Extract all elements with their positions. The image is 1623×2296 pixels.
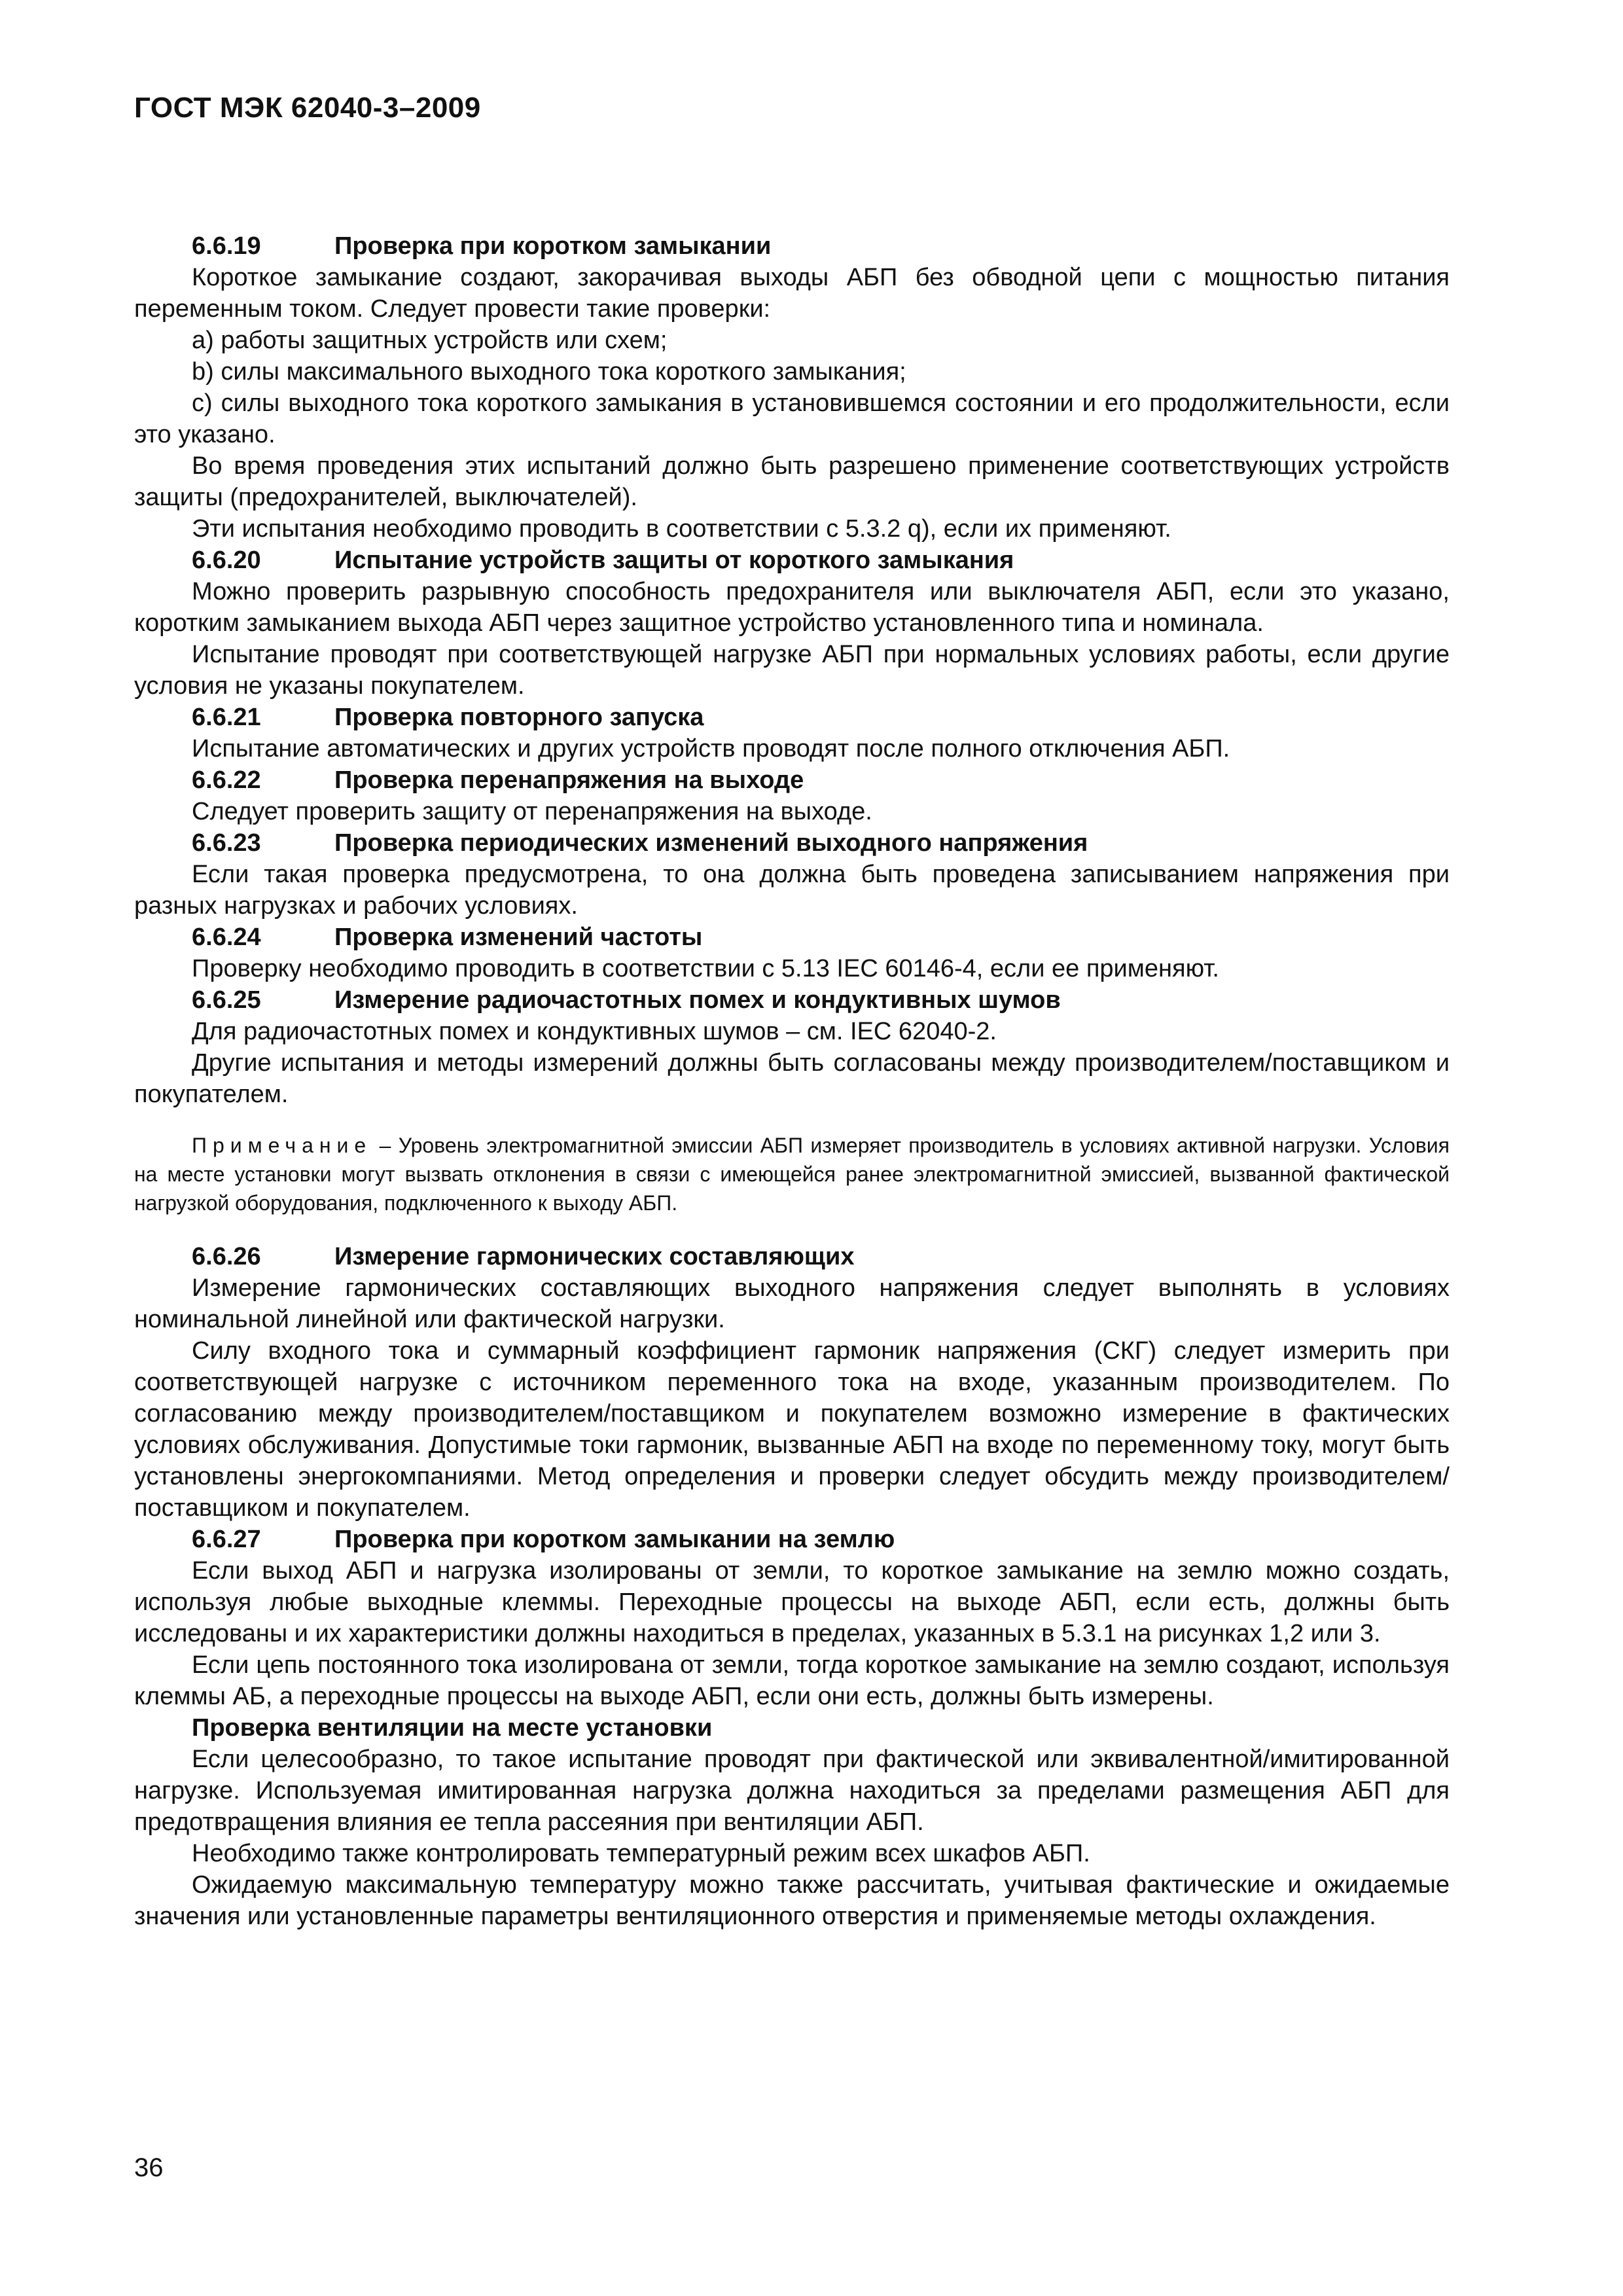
section-number: 6.6.25: [192, 986, 261, 1014]
paragraph: Если такая проверка предусмотрена, то она должна быть проведена записыванием напряжения при разных нагрузках и рабочих условиях.: [134, 861, 1450, 920]
paragraph: Испытание автоматических и других устройств проводят после полного отключения АБП.: [192, 735, 1230, 762]
section-title: Проверка перенапряжения на выходе: [334, 766, 804, 794]
list-item: а) работы защитных устройств или схем;: [192, 327, 668, 354]
paragraph: Необходимо также контролировать температурный режим всех шкафов АБП.: [192, 1840, 1090, 1867]
paragraph: Эти испытания необходимо проводить в соответствии с 5.3.2 q), если их применяют.: [192, 515, 1171, 543]
section-heading-6-6-24: [134, 922, 1450, 953]
section-title: Измерение гармонических составляющих: [334, 1243, 855, 1270]
section-number: 6.6.24: [192, 924, 261, 951]
note: [134, 1131, 1450, 1217]
paragraph: Если цепь постоянного тока изолирована от земли, тогда короткое замыкание на землю создают, используя клеммы АБ, а переходные процессы на выходе АБП, если они есть, должны быть измерены.: [134, 1651, 1450, 1710]
section-number: 6.6.22: [192, 766, 261, 794]
paragraph: Другие испытания и методы измерений должны быть согласованы между производителем/поставщиком и покупателем.: [134, 1049, 1450, 1108]
paragraph: Силу входного тока и суммарный коэффициент гармоник напряжения (СКГ) следует измерить при соответствующей нагрузке с источником переменного тока на входе, указанным производителем. По согласованию между производителем/поставщиком и покупателем возможно измерение в фактических условиях обслуживания. Допустимые токи гармоник, вызванные АБП на входе по переменному току, могут быть установлены энергокомпаниями. Метод определения и проверки следует обсудить между производителем/поставщиком и покупателем.: [134, 1337, 1450, 1522]
section-title: Проверка изменений частоты: [334, 924, 703, 951]
section-heading-6-6-23: [134, 827, 1450, 859]
section-heading-6-6-26: [134, 1241, 1450, 1272]
paragraph: Испытание проводят при соответствующей нагрузке АБП при нормальных условиях работы, если другие условия не указаны покупателем.: [134, 641, 1450, 700]
section-heading-6-6-25: [134, 984, 1450, 1016]
paragraph: Во время проведения этих испытаний должно быть разрешено применение соответствующих устройств защиты (предохранителей, выключателей).: [134, 452, 1450, 511]
paragraph: Короткое замыкание создают, закорачивая выходы АБП без обводной цепи с мощностью питания переменным током. Следует провести такие проверки:: [134, 264, 1450, 323]
document-header: ГОСТ МЭК 62040-3–2009: [134, 92, 481, 124]
section-number: 6.6.20: [192, 547, 261, 574]
paragraph: Для радиочастотных помех и кондуктивных шумов – см. IEC 62040-2.: [192, 1018, 997, 1045]
paragraph: Проверку необходимо проводить в соответствии с 5.13 IEC 60146-4, если ее применяют.: [192, 955, 1219, 982]
paragraph: Ожидаемую максимальную температуру можно также рассчитать, учитывая фактические и ожидаемые значения или установленные параметры вентиляционного отверстия и применяемые методы охлаждения.: [134, 1871, 1450, 1930]
section-title: Проверка повторного запуска: [334, 704, 704, 731]
section-title: Измерение радиочастотных помех и кондуктивных шумов: [334, 986, 1061, 1014]
section-number: 6.6.23: [192, 829, 261, 857]
section-number: 6.6.27: [192, 1526, 261, 1553]
section-number: 6.6.26: [192, 1243, 261, 1270]
note-text: – Уровень электромагнитной эмиссии АБП измеряет производитель в условиях активной нагрузки. Условия на месте установки могут вызвать отклонения в связи с имеющейся ранее электромагнитной эмиссией, вызванной фактической нагрузкой оборудования, подключенного к выходу АБП.: [134, 1134, 1450, 1215]
paragraph: Измерение гармонических составляющих выходного напряжения следует выполнять в условиях номинальной линейной или фактической нагрузки.: [134, 1274, 1450, 1333]
subsection-heading-ventilation: Проверка вентиляции на месте установки: [192, 1714, 713, 1742]
section-title: Проверка периодических изменений выходного напряжения: [334, 829, 1088, 857]
section-title: Испытание устройств защиты от короткого замыкания: [334, 547, 1014, 574]
list-item: с) силы выходного тока короткого замыкания в установившемся состоянии и его продолжительности, если это указано.: [134, 389, 1450, 448]
paragraph: Можно проверить разрывную способность предохранителя или выключателя АБП, если это указано, коротким замыканием выхода АБП через защитное устройство установленного типа и номинала.: [134, 578, 1450, 637]
paragraph: Если целесообразно, то такое испытание проводят при фактической или эквивалентной/имитированной нагрузке. Используемая имитированная нагрузка должна находиться за пределами размещения АБП для предотвращения влияния ее тепла рассеяния при вентиляции АБП.: [134, 1746, 1450, 1836]
note-label: Примечание: [192, 1134, 372, 1157]
section-heading-6-6-20: [134, 545, 1450, 576]
section-heading-6-6-27: [134, 1524, 1450, 1555]
section-number: 6.6.21: [192, 704, 261, 731]
page-number: 36: [134, 2153, 164, 2182]
document-body: [134, 230, 1450, 1932]
section-heading-6-6-19: [134, 230, 1450, 262]
list-item: b) силы максимального выходного тока короткого замыкания;: [192, 358, 906, 386]
section-number: 6.6.19: [192, 232, 261, 260]
paragraph: Если выход АБП и нагрузка изолированы от земли, то короткое замыкание на землю можно создать, используя любые выходные клеммы. Переходные процессы на выходе АБП, если есть, должны быть исследованы и их характеристики должны находиться в пределах, указанных в 5.3.1 на рисунках 1,2 или 3.: [134, 1557, 1450, 1647]
section-title: Проверка при коротком замыкании: [334, 232, 772, 260]
paragraph: Следует проверить защиту от перенапряжения на выходе.: [192, 798, 872, 825]
section-heading-6-6-22: [134, 764, 1450, 796]
section-heading-6-6-21: [134, 702, 1450, 733]
section-title: Проверка при коротком замыкании на землю: [334, 1526, 895, 1553]
